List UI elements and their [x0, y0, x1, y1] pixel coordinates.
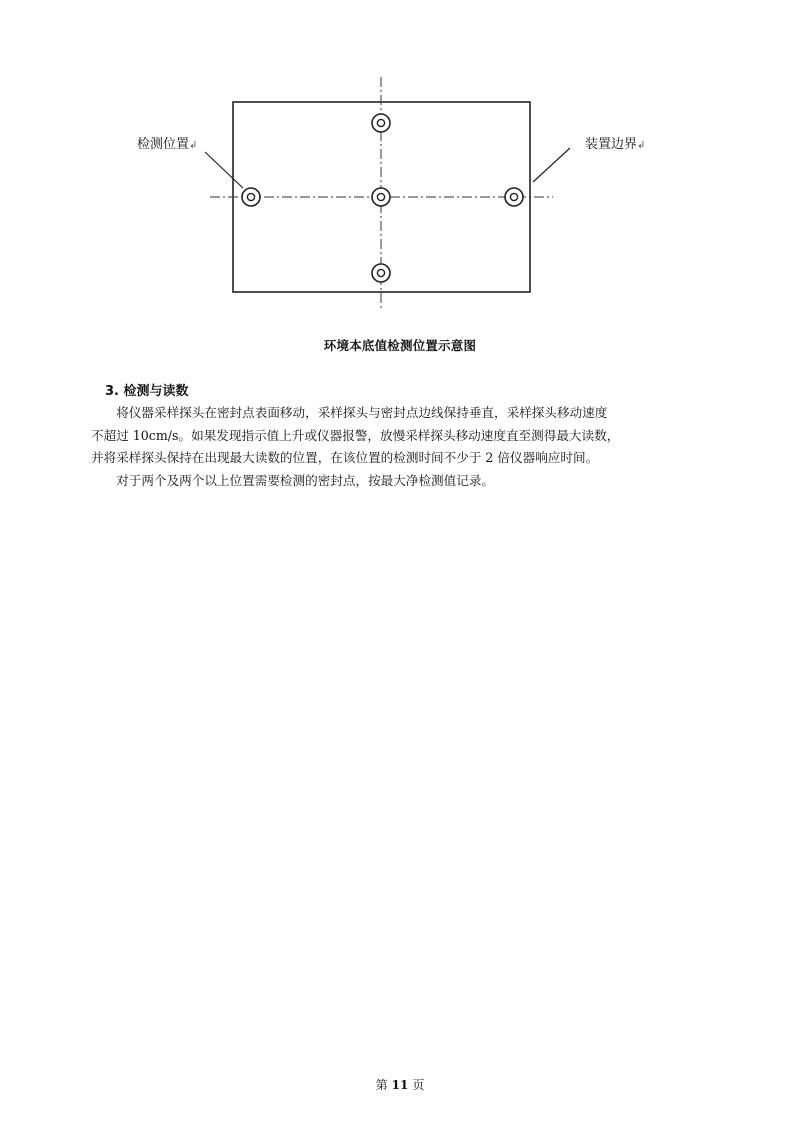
- paragraph-line: 对于两个及两个以上位置需要检测的密封点，按最大净检测值记录。: [116, 472, 494, 488]
- label-detection-position: 检测位置↲: [137, 137, 198, 152]
- figure-caption: 环境本底值检测位置示意图: [323, 338, 477, 353]
- leader-line-right: [533, 148, 570, 182]
- label-device-boundary: 装置边界↲: [585, 137, 646, 152]
- detection-point-bottom: [372, 264, 390, 282]
- footer-suffix: 页: [412, 1078, 425, 1092]
- section-heading: 3. 检测与读数: [105, 384, 189, 399]
- paragraph-line: 不超过 10cm/s。如果发现指示值上升或仪器报警，放慢采样探头移动速度直至测得最大读数，: [91, 427, 620, 443]
- footer-prefix: 第: [375, 1078, 388, 1092]
- detection-point-top: [372, 114, 390, 132]
- page-number: 11: [391, 1078, 409, 1092]
- section-body: [91, 402, 691, 492]
- paragraph-line: 并将采样探头保持在出现最大读数的位置，在该位置的检测时间不少于 2 倍仪器响应时间。: [91, 450, 599, 465]
- detection-position-diagram: [0, 0, 800, 330]
- detection-point-right: [505, 188, 523, 206]
- leader-line-left: [205, 152, 243, 188]
- paragraph-line: 将仪器采样探头在密封点表面移动，采样探头与密封点边线保持垂直，采样探头移动速度: [116, 405, 608, 420]
- detection-point-left: [242, 188, 260, 206]
- page-footer: [0, 1076, 800, 1093]
- detection-point-center: [372, 188, 390, 206]
